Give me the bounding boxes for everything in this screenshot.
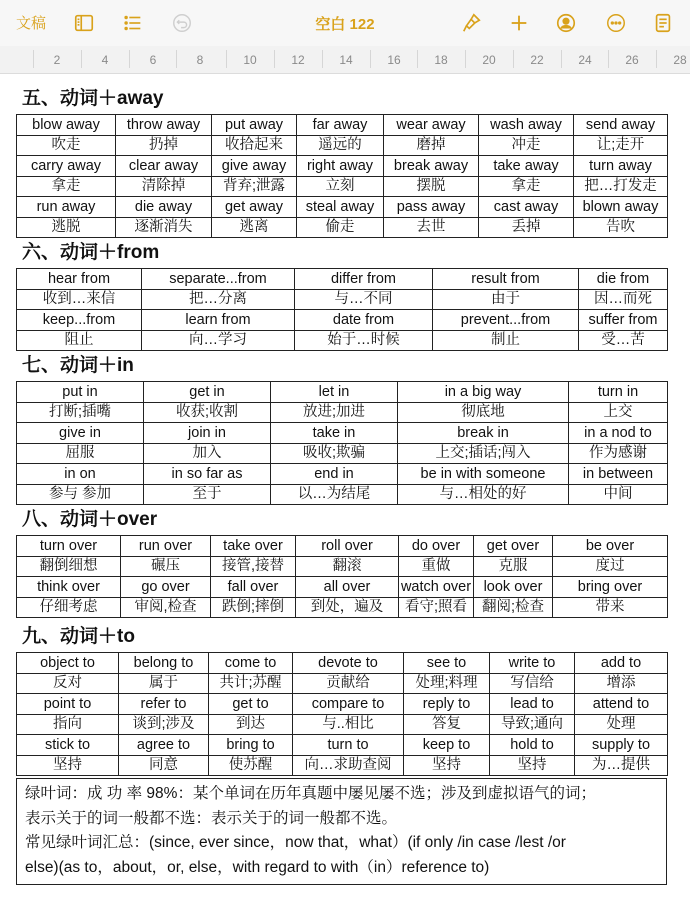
phrase-cell: write to — [490, 653, 575, 674]
ruler-label: 28 — [673, 53, 687, 67]
meaning-cell: 翻阅;检查 — [474, 597, 553, 618]
table-row — [17, 176, 668, 197]
meaning-cell: 翻倒细想 — [17, 556, 121, 577]
phrase-cell: join in — [144, 423, 271, 444]
ruler-tick — [465, 50, 466, 68]
meaning-cell: 写信给 — [490, 673, 575, 694]
meaning-cell: 拿走 — [479, 176, 574, 197]
meaning-cell: 度过 — [553, 556, 668, 577]
meaning-cell: 处理;料理 — [404, 673, 490, 694]
meaning-cell: 向…学习 — [142, 330, 295, 351]
ruler-label: 12 — [291, 53, 305, 67]
phrase-cell: take away — [479, 156, 574, 177]
table-row — [17, 330, 668, 351]
meaning-cell: 遥远的 — [297, 135, 384, 156]
phrase-cell: die away — [116, 197, 212, 218]
phrase-cell: keep to — [404, 735, 490, 756]
phrase-cell: turn over — [17, 536, 121, 557]
section-away-table — [16, 114, 668, 238]
ruler-tick — [370, 50, 371, 68]
note-line3: 常见绿叶词汇总：(since, ever since，now that，what）(if only /in case /lest /or — [25, 834, 566, 852]
meaning-cell: 反对 — [17, 673, 119, 694]
phrase-cell: end in — [271, 464, 398, 485]
meaning-cell: 收拾起来 — [212, 135, 297, 156]
meaning-cell: 指向 — [17, 714, 119, 735]
phrase-cell: in a nod to — [569, 423, 668, 444]
meaning-cell: 收获;收割 — [144, 402, 271, 423]
meaning-cell: 属于 — [119, 673, 209, 694]
meaning-cell: 共计;苏醒 — [209, 673, 293, 694]
phrase-cell: compare to — [293, 694, 404, 715]
ruler-label: 10 — [243, 53, 257, 67]
meaning-cell: 把…打发走 — [574, 176, 668, 197]
meaning-cell: 审阅,检查 — [121, 597, 211, 618]
meaning-cell: 看守;照看 — [399, 597, 474, 618]
table-row — [17, 735, 668, 756]
phrase-cell: prevent...from — [433, 310, 579, 331]
meaning-cell: 重做 — [399, 556, 474, 577]
phrase-cell: break away — [384, 156, 479, 177]
meaning-cell: 答复 — [404, 714, 490, 735]
meaning-cell: 碾压 — [121, 556, 211, 577]
phrase-cell: put in — [17, 382, 144, 403]
meaning-cell: 冲走 — [479, 135, 574, 156]
ruler-tick — [322, 50, 323, 68]
table-row — [17, 694, 668, 715]
phrase-cell: stick to — [17, 735, 119, 756]
phrase-cell: die from — [579, 269, 668, 290]
phrase-cell: bring over — [553, 577, 668, 598]
meaning-cell: 逃离 — [212, 217, 297, 238]
note-line2: 表示关于的词一般都不选：表示关于的词一般都不选。 — [25, 809, 398, 827]
phrase-cell: come to — [209, 653, 293, 674]
table-row — [17, 310, 668, 331]
meaning-cell: 跌倒;摔倒 — [211, 597, 296, 618]
phrase-cell: point to — [17, 694, 119, 715]
meaning-cell: 上交;插话;闯入 — [398, 443, 569, 464]
phrase-cell: get in — [144, 382, 271, 403]
phrase-cell: differ from — [295, 269, 433, 290]
phrase-cell: pass away — [384, 197, 479, 218]
ruler-label: 2 — [53, 53, 61, 67]
table-row — [17, 135, 668, 156]
meaning-cell: 告吹 — [574, 217, 668, 238]
section-in-heading: 七、动词＋in — [22, 355, 134, 376]
meaning-cell: 处理 — [575, 714, 668, 735]
phrase-cell: date from — [295, 310, 433, 331]
meaning-cell: 使苏醒 — [209, 755, 293, 776]
table-row — [17, 402, 668, 423]
meaning-cell: 摆脱 — [384, 176, 479, 197]
ruler-label: 26 — [625, 53, 639, 67]
section-from-heading: 六、动词＋from — [22, 242, 160, 263]
ruler-tick — [274, 50, 275, 68]
phrase-cell: blown away — [574, 197, 668, 218]
phrase-cell: cast away — [479, 197, 574, 218]
ruler-label: 20 — [482, 53, 496, 67]
meaning-cell: 拿走 — [17, 176, 116, 197]
phrase-cell: wear away — [384, 115, 479, 136]
phrase-cell: all over — [296, 577, 399, 598]
section-away-heading: 五、动词＋away — [22, 88, 164, 109]
table-row — [17, 577, 668, 598]
phrase-cell: run away — [17, 197, 116, 218]
phrase-cell: roll over — [296, 536, 399, 557]
collaborate-icon[interactable] — [554, 11, 578, 35]
ruler-tick — [561, 50, 562, 68]
document-info-icon[interactable] — [651, 11, 675, 35]
phrase-cell: far away — [297, 115, 384, 136]
phrase-cell: get away — [212, 197, 297, 218]
phrase-cell: go over — [121, 577, 211, 598]
meaning-cell: 向…求助查阅 — [293, 755, 404, 776]
note-line1: 绿叶词：成 功 率 98%：某个单词在历年真题中屡见屡不选；涉及到虚拟语气的词； — [25, 785, 596, 802]
ruler-tick — [81, 50, 82, 68]
ruler-tick — [33, 50, 34, 68]
phrase-cell: put away — [212, 115, 297, 136]
meaning-cell: 把…分离 — [142, 289, 295, 310]
table-row — [17, 423, 668, 444]
ruler-label: 18 — [434, 53, 448, 67]
phrase-cell: break in — [398, 423, 569, 444]
phrase-cell: let in — [271, 382, 398, 403]
phrase-cell: result from — [433, 269, 579, 290]
ruler-tick — [176, 50, 177, 68]
phrase-cell: see to — [404, 653, 490, 674]
meaning-cell: 坚持 — [490, 755, 575, 776]
green-leaf-words-note — [16, 778, 667, 885]
phrase-cell: clear away — [116, 156, 212, 177]
phrase-cell: give away — [212, 156, 297, 177]
undo-icon[interactable] — [170, 11, 194, 35]
meaning-cell: 逐渐消失 — [116, 217, 212, 238]
meaning-cell: 至于 — [144, 484, 271, 505]
meaning-cell: 偷走 — [297, 217, 384, 238]
section-to-table — [16, 652, 668, 776]
meaning-cell: 导致;通向 — [490, 714, 575, 735]
phrase-cell: run over — [121, 536, 211, 557]
table-row — [17, 536, 668, 557]
ruler-tick — [513, 50, 514, 68]
ruler-label: 16 — [387, 53, 401, 67]
phrase-cell: do over — [399, 536, 474, 557]
meaning-cell: 同意 — [119, 755, 209, 776]
meaning-cell: 接管,接替 — [211, 556, 296, 577]
list-view-icon[interactable] — [121, 11, 145, 35]
table-row — [17, 382, 668, 403]
phrase-cell: belong to — [119, 653, 209, 674]
meaning-cell: 始于…时候 — [295, 330, 433, 351]
meaning-cell: 与…不同 — [295, 289, 433, 310]
ruler-label: 6 — [149, 53, 157, 67]
meaning-cell: 与…相处的好 — [398, 484, 569, 505]
format-brush-icon[interactable] — [460, 11, 484, 35]
add-icon[interactable] — [507, 11, 531, 35]
meaning-cell: 逃脱 — [17, 217, 116, 238]
top-toolbar — [0, 0, 690, 46]
meaning-cell: 磨掉 — [384, 135, 479, 156]
meaning-cell: 立刻 — [297, 176, 384, 197]
phrase-cell: in on — [17, 464, 144, 485]
meaning-cell: 参与 参加 — [17, 484, 144, 505]
note-line4: else)(as to，about，or, else，with regard to with（in）reference to) — [25, 858, 490, 876]
table-row — [17, 673, 668, 694]
ruler-label: 22 — [530, 53, 544, 67]
phrase-cell: in a big way — [398, 382, 569, 403]
table-row — [17, 289, 668, 310]
phrase-cell: hear from — [17, 269, 142, 290]
more-options-icon[interactable] — [604, 11, 628, 35]
meaning-cell: 到达 — [209, 714, 293, 735]
meaning-cell: 吹走 — [17, 135, 116, 156]
ruler-label: 14 — [339, 53, 353, 67]
ruler-tick — [656, 50, 657, 68]
sidebar-toggle-icon[interactable] — [72, 11, 96, 35]
ruler-tick — [608, 50, 609, 68]
section-to-heading: 九、动词＋to — [22, 626, 135, 647]
phrase-cell: object to — [17, 653, 119, 674]
ruler-tick — [129, 50, 130, 68]
meaning-cell: 坚持 — [404, 755, 490, 776]
table-row — [17, 217, 668, 238]
meaning-cell: 翻滚 — [296, 556, 399, 577]
meaning-cell: 受…苦 — [579, 330, 668, 351]
ruler-label: 24 — [578, 53, 592, 67]
meaning-cell: 清除掉 — [116, 176, 212, 197]
phrase-cell: supply to — [575, 735, 668, 756]
phrase-cell: get to — [209, 694, 293, 715]
phrase-cell: wash away — [479, 115, 574, 136]
meaning-cell: 打断;插嘴 — [17, 402, 144, 423]
phrase-cell: hold to — [490, 735, 575, 756]
table-row — [17, 197, 668, 218]
meaning-cell: 上交 — [569, 402, 668, 423]
phrase-cell: bring to — [209, 735, 293, 756]
section-over-heading: 八、动词＋over — [22, 509, 158, 530]
phrase-cell: attend to — [575, 694, 668, 715]
phrase-cell: turn in — [569, 382, 668, 403]
meaning-cell: 增添 — [575, 673, 668, 694]
ruler-label: 4 — [101, 53, 109, 67]
phrase-cell: be over — [553, 536, 668, 557]
table-row — [17, 464, 668, 485]
document-title: 空白 122 — [315, 16, 375, 33]
ruler-label: 8 — [196, 53, 204, 67]
phrase-cell: turn away — [574, 156, 668, 177]
meaning-cell: 仔细考虑 — [17, 597, 121, 618]
table-row — [17, 653, 668, 674]
meaning-cell: 坚持 — [17, 755, 119, 776]
phrase-cell: in between — [569, 464, 668, 485]
meaning-cell: 收到…来信 — [17, 289, 142, 310]
phrase-cell: be in with someone — [398, 464, 569, 485]
phrase-cell: steal away — [297, 197, 384, 218]
meaning-cell: 吸收;欺骗 — [271, 443, 398, 464]
meaning-cell: 丢掉 — [479, 217, 574, 238]
phrase-cell: turn to — [293, 735, 404, 756]
phrase-cell: throw away — [116, 115, 212, 136]
phrase-cell: get over — [474, 536, 553, 557]
table-row — [17, 755, 668, 776]
phrase-cell: carry away — [17, 156, 116, 177]
meaning-cell: 带来 — [553, 597, 668, 618]
phrase-cell: reply to — [404, 694, 490, 715]
phrase-cell: take in — [271, 423, 398, 444]
phrase-cell: refer to — [119, 694, 209, 715]
meaning-cell: 因…而死 — [579, 289, 668, 310]
table-row — [17, 714, 668, 735]
phrase-cell: in so far as — [144, 464, 271, 485]
meaning-cell: 作为感谢 — [569, 443, 668, 464]
meaning-cell: 中间 — [569, 484, 668, 505]
meaning-cell: 让;走开 — [574, 135, 668, 156]
phrase-cell: learn from — [142, 310, 295, 331]
documents-button[interactable]: 文稿 — [16, 15, 47, 32]
ruler-tick — [417, 50, 418, 68]
phrase-cell: keep...from — [17, 310, 142, 331]
phrase-cell: take over — [211, 536, 296, 557]
meaning-cell: 彻底地 — [398, 402, 569, 423]
table-row — [17, 597, 668, 618]
phrase-cell: suffer from — [579, 310, 668, 331]
meaning-cell: 背弃;泄露 — [212, 176, 297, 197]
phrase-cell: lead to — [490, 694, 575, 715]
document-body — [16, 84, 670, 885]
phrase-cell: fall over — [211, 577, 296, 598]
meaning-cell: 去世 — [384, 217, 479, 238]
phrase-cell: look over — [474, 577, 553, 598]
table-row — [17, 556, 668, 577]
table-row — [17, 484, 668, 505]
meaning-cell: 加入 — [144, 443, 271, 464]
meaning-cell: 为…提供 — [575, 755, 668, 776]
ruler[interactable] — [0, 46, 690, 74]
meaning-cell: 扔掉 — [116, 135, 212, 156]
table-row — [17, 156, 668, 177]
phrase-cell: agree to — [119, 735, 209, 756]
meaning-cell: 由于 — [433, 289, 579, 310]
phrase-cell: think over — [17, 577, 121, 598]
ruler-tick — [226, 50, 227, 68]
meaning-cell: 与..相比 — [293, 714, 404, 735]
meaning-cell: 到处，遍及 — [296, 597, 399, 618]
phrase-cell: right away — [297, 156, 384, 177]
meaning-cell: 谈到;涉及 — [119, 714, 209, 735]
phrase-cell: devote to — [293, 653, 404, 674]
meaning-cell: 贡献给 — [293, 673, 404, 694]
phrase-cell: separate...from — [142, 269, 295, 290]
table-row — [17, 269, 668, 290]
table-row — [17, 115, 668, 136]
meaning-cell: 克服 — [474, 556, 553, 577]
meaning-cell: 阻止 — [17, 330, 142, 351]
phrase-cell: blow away — [17, 115, 116, 136]
phrase-cell: give in — [17, 423, 144, 444]
meaning-cell: 屈服 — [17, 443, 144, 464]
section-in-table — [16, 381, 668, 505]
meaning-cell: 以…为结尾 — [271, 484, 398, 505]
meaning-cell: 制止 — [433, 330, 579, 351]
meaning-cell: 放进;加进 — [271, 402, 398, 423]
section-over-table — [16, 535, 668, 618]
section-from-table — [16, 268, 668, 351]
phrase-cell: watch over — [399, 577, 474, 598]
phrase-cell: send away — [574, 115, 668, 136]
phrase-cell: add to — [575, 653, 668, 674]
table-row — [17, 443, 668, 464]
